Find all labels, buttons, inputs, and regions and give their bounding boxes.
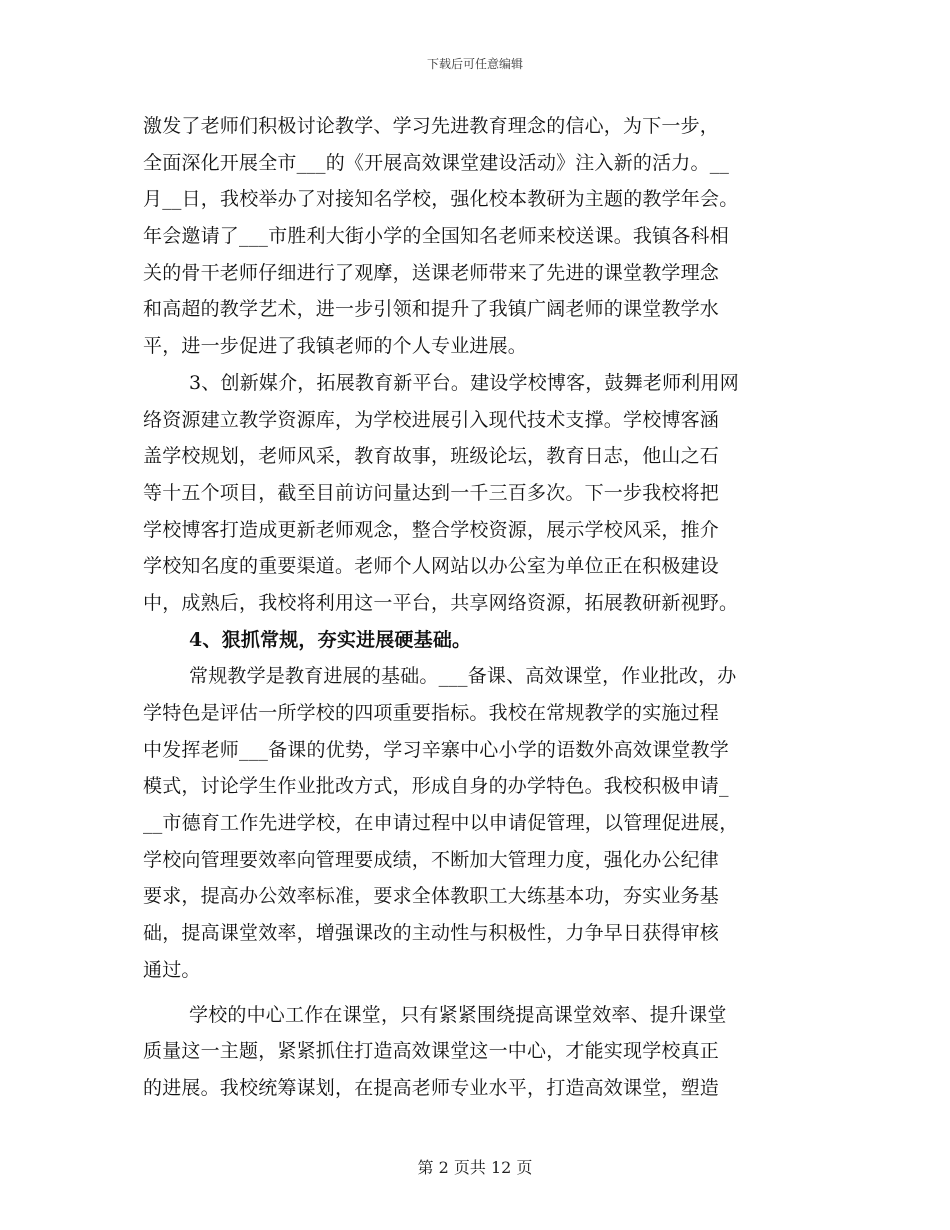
text-line: 常规教学是教育进展的基础。___备课、高效课堂，作业批改，办 <box>189 665 737 688</box>
page-header: 下载后可任意编辑 <box>426 57 523 71</box>
text-line: 全面深化开展全市___的《开展高效课堂建设活动》注入新的活力。__ <box>143 151 730 174</box>
text-line: 3、创新媒介，拓展教育新平台。建设学校博客，鼓舞老师利用网 <box>189 371 739 394</box>
text-line: 年会邀请了___市胜利大街小学的全国知名老师来校送课。我镇各科相 <box>143 225 729 248</box>
text-line: 的进展。我校统筹谋划，在提高老师专业水平，打造高效课堂，塑造 <box>143 1076 720 1099</box>
text-line: 质量这一主题，紧紧抓住打造高效课堂这一中心，才能实现学校真正 <box>143 1040 720 1063</box>
page-footer: 第 2 页共 12 页 <box>417 1158 533 1177</box>
text-line: 要求，提高办公效率标准，要求全体教职工大练基本功，夯实业务基 <box>143 885 720 908</box>
text-line: 学校知名度的重要渠道。老师个人网站以办公室为单位正在积极建设 <box>143 555 720 578</box>
section-heading: 4、狠抓常规，夯实进展硬基础。 <box>189 628 472 651</box>
text-line: 激发了老师们积极讨论教学、学习先进教育理念的信心，为下一步， <box>143 115 720 137</box>
text-line: 模式，讨论学生作业批改方式，形成自身的办学特色。我校积极申请_ <box>143 775 729 798</box>
text-line: 等十五个项目，截至目前访问量达到一千三百多次。下一步我校将把 <box>143 481 720 504</box>
text-line: 络资源建立教学资源库，为学校进展引入现代技术支撑。学校博客涵 <box>143 408 720 431</box>
text-line: 学校博客打造成更新老师观念，整合学校资源，展示学校风采，推介 <box>143 518 720 541</box>
text-line: 中发挥老师___备课的优势，学习辛寨中心小学的语数外高效课堂教学 <box>143 738 729 761</box>
text-line: 学校的中心工作在课堂，只有紧紧围绕提高课堂效率、提升课堂 <box>189 1003 727 1026</box>
text-line: 和高超的教学艺术，进一步引领和提升了我镇广阔老师的课堂教学水 <box>143 298 720 321</box>
text-line: 平，进一步促进了我镇老师的个人专业进展。 <box>143 335 528 358</box>
text-line: 中，成熟后，我校将利用这一平台，共享网络资源，拓展教研新视野。 <box>143 591 739 614</box>
text-line: 盖学校规划，老师风采，教育故事，班级论坛，教育日志，他山之石 <box>143 445 720 468</box>
text-line: 础，提高课堂效率，增强课改的主动性与积极性，力争早日获得审核 <box>143 922 720 945</box>
text-line: __市德育工作先进学校，在申请过程中以申请促管理，以管理促进展， <box>143 812 739 835</box>
text-line: 关的骨干老师仔细进行了观摩，送课老师带来了先进的课堂教学理念 <box>143 261 720 284</box>
document-body <box>143 108 808 1107</box>
text-line: 通过。 <box>143 958 201 981</box>
text-line: 学校向管理要效率向管理要成绩，不断加大管理力度，强化办公纪律 <box>143 848 720 871</box>
text-line: 月__日，我校举办了对接知名学校，强化校本教研为主题的教学年会。 <box>143 188 739 211</box>
text-line: 学特色是评估一所学校的四项重要指标。我校在常规教学的实施过程 <box>143 702 720 724</box>
